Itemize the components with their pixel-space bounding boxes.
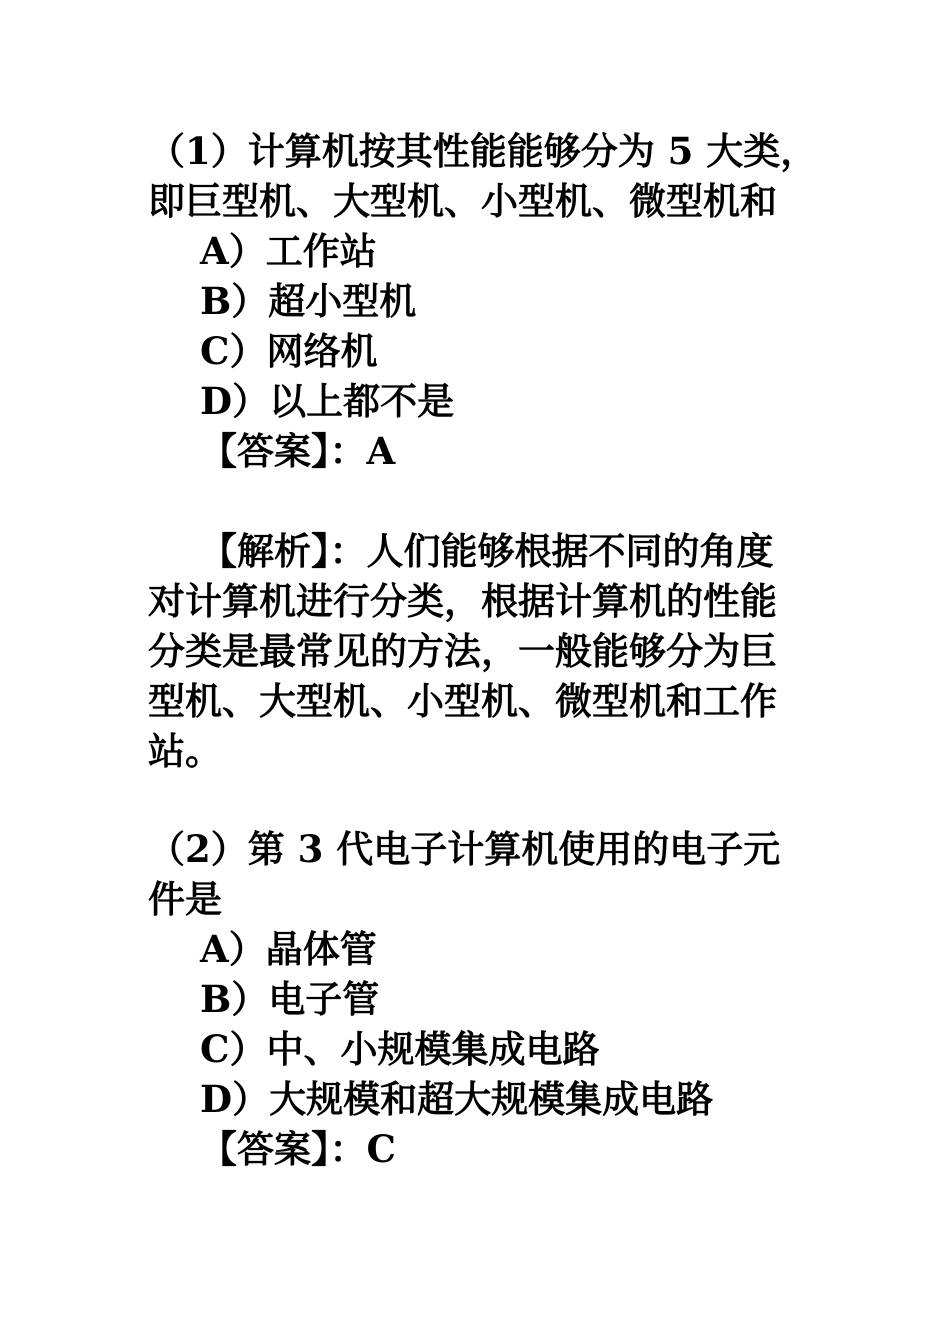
question-2-option-a: A）晶体管	[200, 927, 377, 971]
question-1-option-a: A）工作站	[200, 229, 377, 273]
question-2-option-b: B）电子管	[200, 977, 380, 1021]
question-1-option-d: D）以上都不是	[200, 379, 455, 423]
question-1-stem-line-1: （1）计算机按其性能能够分为 5 大类，	[148, 129, 818, 173]
question-2-stem-line-2: 件是	[148, 877, 222, 921]
question-1-explanation-line-5: 站。	[148, 729, 222, 773]
question-2-answer: 【答案】：C	[200, 1127, 396, 1171]
question-1-explanation-line-2: 对计算机进行分类，根据计算机的性能	[148, 579, 777, 623]
question-1-explanation-line-4: 型机、大型机、小型机、微型机和工作	[148, 679, 777, 723]
question-1-option-c: C）网络机	[200, 329, 378, 373]
question-2-option-c: C）中、小规模集成电路	[200, 1027, 600, 1071]
question-1-answer: 【答案】：A	[200, 429, 396, 473]
question-2-option-d: D）大规模和超大规模集成电路	[200, 1077, 714, 1121]
question-1-explanation-line-3: 分类是最常见的方法，一般能够分为巨	[148, 629, 777, 673]
question-1-stem-line-2: 即巨型机、大型机、小型机、微型机和	[148, 179, 777, 223]
question-2-stem-line-1: （2）第 3 代电子计算机使用的电子元	[148, 827, 781, 871]
question-1-option-b: B）超小型机	[200, 279, 417, 323]
question-1-explanation-line-1: 【解析】：人们能够根据不同的角度	[200, 529, 774, 573]
